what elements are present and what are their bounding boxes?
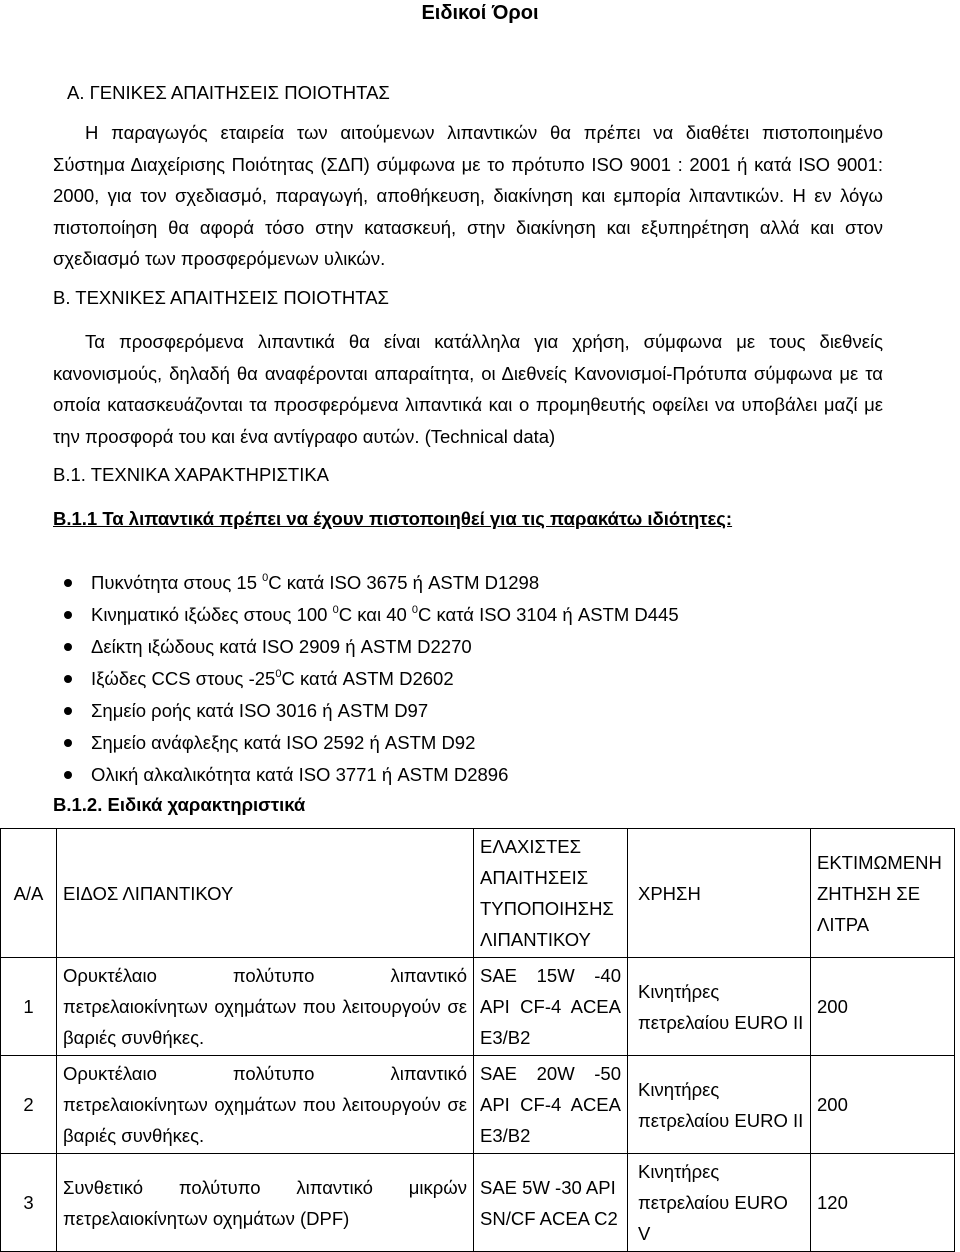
header-type: ΕΙΔΟΣ ΛΙΠΑΝΤΙΚΟΥ xyxy=(57,829,474,958)
page-title: Ειδικοί Όροι xyxy=(421,2,539,24)
cell-use: Κινητήρες πετρελαίου EURO II xyxy=(628,958,811,1056)
cell-type: Ορυκτέλαιο πολύτυπο λιπαντικό πετρελαιοκίνητων οχημάτων που λειτουργούν σε βαριές συνθήκες. xyxy=(57,958,474,1056)
header-num: Α/Α xyxy=(1,829,57,958)
header-demand: ΕΚΤΙΜΩΜΕΝΗ ΖΗΤΗΣΗ ΣΕ ΛΙΤΡΑ xyxy=(811,829,955,958)
cell-use: Κινητήρες πετρελαίου EURO II xyxy=(628,1056,811,1154)
list-item: Πυκνότητα στους 15 $^0$C κατά ISO 3675 ή ASTM D1298 xyxy=(60,567,679,599)
bullet-icon xyxy=(64,739,72,747)
list-item: Ιξώδες CCS στους $-25^0C$ κατά ASTM D2602 xyxy=(60,663,679,695)
section-b-heading: Β. ΤΕΧΝΙΚΕΣ ΑΠΑΙΤΗΣΕΙΣ ΠΟΙΟΤΗΤΑΣ xyxy=(53,287,389,308)
list-item: Κινηματικό ιξώδες στους 100 $^0$C και 40 $^0$C κατά ISO 3104 ή ASTM D445 xyxy=(60,599,679,631)
section-a-heading: Α. ΓΕΝΙΚΕΣ ΑΠΑΙΤΗΣΕΙΣ ΠΟΙΟΤΗΤΑΣ xyxy=(67,82,390,103)
cell-use: Κινητήρες πετρελαίου EURO V xyxy=(628,1154,811,1252)
list-item: Ολική αλκαλικότητα κατά ISO 3771 ή ASTM D2896 xyxy=(60,759,679,791)
cell-min-req: SAE 15W -40 API CF-4 ACEA E3/B2 xyxy=(474,958,628,1056)
table-header-row xyxy=(1,829,955,958)
cell-demand: 120 xyxy=(811,1154,955,1252)
properties-list xyxy=(60,567,679,791)
bullet-icon xyxy=(64,579,72,587)
list-item: Σημείο ανάφλεξης κατά ISO 2592 ή ASTM D92 xyxy=(60,727,679,759)
header-use: ΧΡΗΣΗ xyxy=(628,829,811,958)
section-b-paragraph: Τα προσφερόμενα λιπαντικά θα είναι κατάλληλα για χρήση, σύμφωνα με τους διεθνείς κανονισμούς, δηλαδή θα αναφέρονται απαραίτητα, οι Διεθνείς Κανονισμοί-Πρότυπα σύμφωνα με τα οποία κατασκευάζονται τα προσφερόμενα λιπαντικά και ο προμηθευτής οφείλει να υποβάλει μαζί με την προσφορά του και ένα αντίγραφο αυτών. (Technical data) xyxy=(53,331,883,447)
cell-demand: 200 xyxy=(811,958,955,1056)
lubricants-table xyxy=(0,828,955,1252)
section-b1-heading: Β.1. ΤΕΧΝΙΚΑ ΧΑΡΑΚΤΗΡΙΣΤΙΚΑ xyxy=(53,464,330,485)
table-row xyxy=(1,1154,955,1252)
section-b12-heading: Β.1.2. Ειδικά χαρακτηριστικά xyxy=(53,794,306,815)
bullet-icon xyxy=(64,643,72,651)
table-row xyxy=(1,958,955,1056)
cell-type: Συνθετικό πολύτυπο λιπαντικό μικρών πετρελαιοκίνητων οχημάτων (DPF) xyxy=(57,1154,474,1252)
bullet-icon xyxy=(64,707,72,715)
table-row xyxy=(1,1056,955,1154)
list-item: Σημείο ροής κατά ISO 3016 ή ASTM D97 xyxy=(60,695,679,727)
cell-demand: 200 xyxy=(811,1056,955,1154)
list-item: Δείκτη ιξώδους κατά ISO 2909 ή ASTM D2270 xyxy=(60,631,679,663)
bullet-icon xyxy=(64,675,72,683)
section-b11-subheading: Β.1.1 Τα λιπαντικά πρέπει να έχουν πιστοποιηθεί για τις παρακάτω ιδιότητες: xyxy=(53,508,733,529)
header-min-req: ΕΛΑΧΙΣΤΕΣ ΑΠΑΙΤΗΣΕΙΣ ΤΥΠΟΠΟΙΗΣΗΣ ΛΙΠΑΝΤΙΚΟΥ xyxy=(474,829,628,958)
bullet-icon xyxy=(64,611,72,619)
cell-type: Ορυκτέλαιο πολύτυπο λιπαντικό πετρελαιοκίνητων οχημάτων που λειτουργούν σε βαριές συνθήκες. xyxy=(57,1056,474,1154)
bullet-icon xyxy=(64,771,72,779)
section-a-paragraph: Η παραγωγός εταιρεία των αιτούμενων λιπαντικών θα πρέπει να διαθέτει πιστοποιημένο Σύστημα Διαχείρισης Ποιότητας (ΣΔΠ) σύμφωνα με το πρότυπο ISO 9001 : 2001 ή κατά ISO 9001: 2000, για τον σχεδιασμό, παραγωγή, αποθήκευση, διακίνηση και εμπορία λιπαντικών. Η εν λόγω πιστοποίηση θα αφορά τόσο στην κατασκευή, στην διακίνηση και εξυπηρέτηση αλλά και στον σχεδιασμό των προσφερόμενων υλικών. xyxy=(53,122,883,269)
cell-num: 1 xyxy=(1,958,57,1056)
cell-min-req: SAE 20W -50 API CF-4 ACEA E3/B2 xyxy=(474,1056,628,1154)
cell-min-req: SAE 5W -30 API SN/CF ACEA C2 xyxy=(474,1154,628,1252)
cell-num: 2 xyxy=(1,1056,57,1154)
cell-num: 3 xyxy=(1,1154,57,1252)
